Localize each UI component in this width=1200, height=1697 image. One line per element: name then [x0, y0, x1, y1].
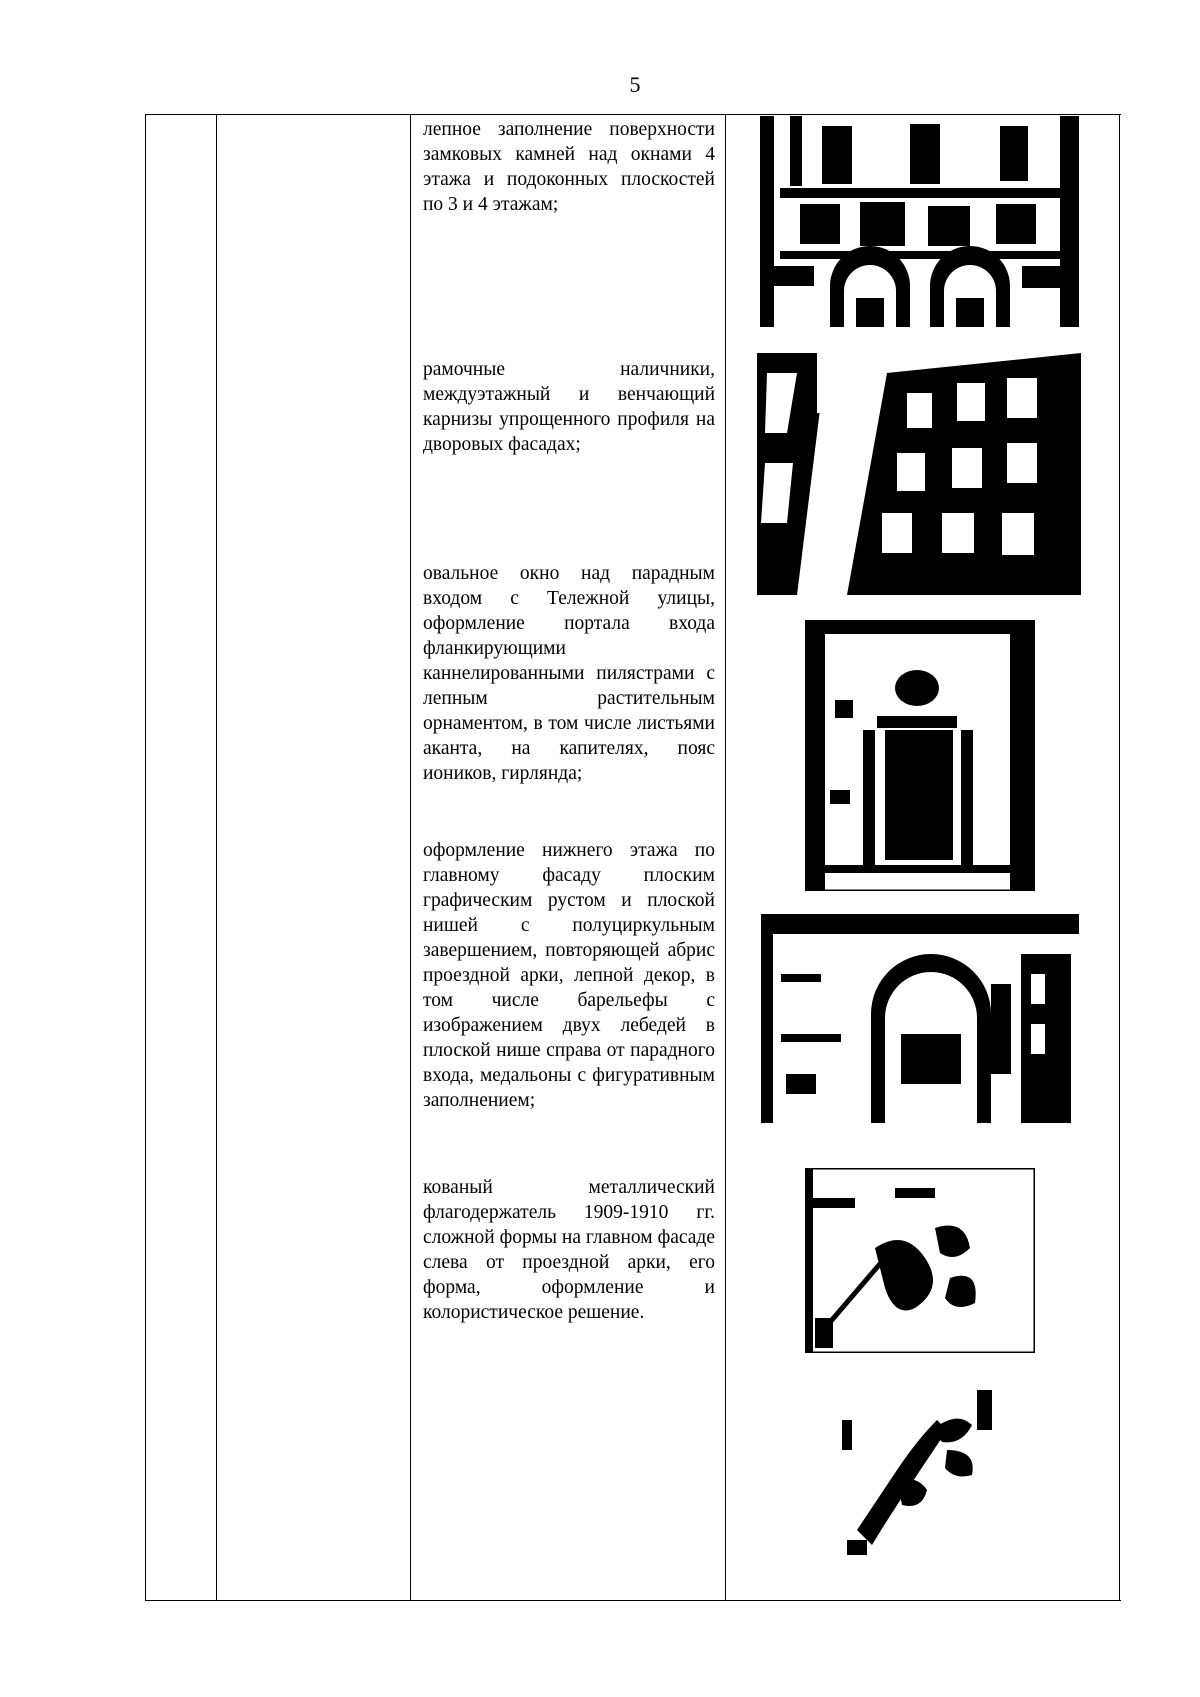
entrance-portal-photo — [805, 620, 1035, 891]
courtyard-facades-photo — [757, 353, 1081, 595]
table-col-border — [216, 114, 217, 1601]
flag-holder-detail-photo — [837, 1380, 1002, 1562]
protected-feature-text: овальное окно над парадным входом с Тележной улицы, оформление портала входа фланкирующими каннелированными пилястрами с лепным растительным орнаментом, в том числе листьями аканта, на капителях, пояс иоников, гирлянда; — [423, 563, 715, 784]
ground-floor-arch-photo — [761, 914, 1079, 1123]
protected-feature-text: лепное заполнение поверхности замковых камней над окнами 4 этажа и подоконных плоскостей по 3 и 4 этажам; — [423, 119, 715, 215]
table-col-border — [145, 114, 146, 1601]
protected-feature-text: рамочные наличники, междуэтажный и венчающий карнизы упрощенного профиля на дворовых фасадах; — [423, 359, 715, 455]
facade-upper-windows-photo — [760, 116, 1079, 327]
table-col-border — [410, 114, 411, 1601]
table-bottom-border — [145, 1600, 1121, 1601]
flag-holder-photo — [805, 1168, 1035, 1353]
page-number: 5 — [629, 72, 641, 97]
protected-feature-text: кованый металлический флагодержатель 1909-1910 гг. сложной формы на главном фасаде слева от проездной арки, его форма, оформление и колористическое решение. — [423, 1177, 715, 1323]
table-col-border — [725, 114, 726, 1601]
protected-feature-text: оформление нижнего этажа по главному фасаду плоским графическим рустом и плоской нишей с полуциркульным завершением, повторяющей абрис проездной арки, лепной декор, в том числе барельефы с изображением двух лебедей в плоской нише справа от парадного входа, медальоны с фигуративным заполнением; — [423, 840, 715, 1111]
table-top-border — [145, 114, 1121, 115]
table-col-border — [1119, 114, 1120, 1601]
